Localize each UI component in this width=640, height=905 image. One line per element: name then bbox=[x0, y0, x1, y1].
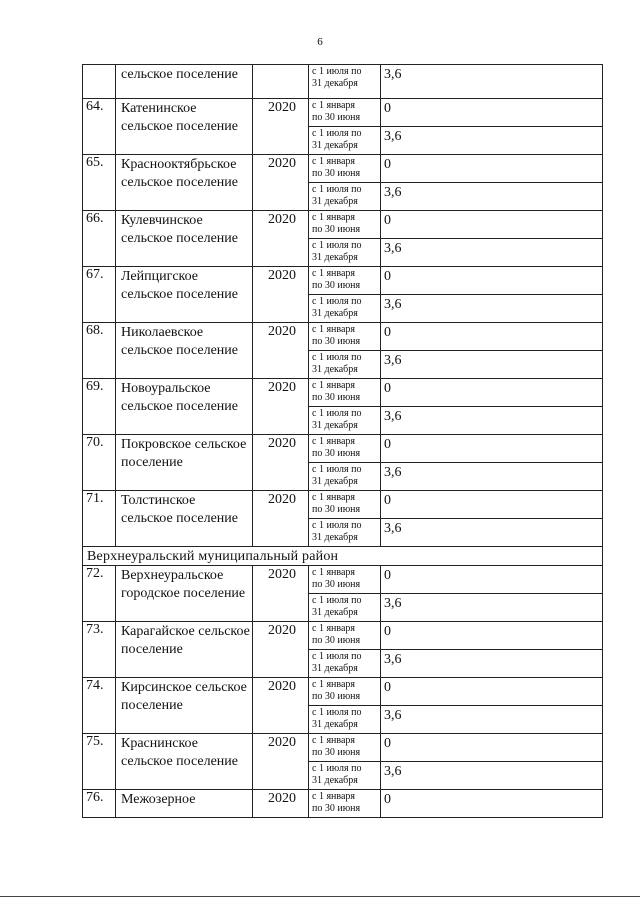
page-number: 6 bbox=[317, 36, 323, 48]
rate-value: 3,6 bbox=[381, 65, 603, 99]
period-label: с 1 января по 30 июня bbox=[309, 379, 381, 407]
period-label: с 1 января по 30 июня bbox=[309, 790, 381, 818]
rate-value: 0 bbox=[381, 211, 603, 239]
entry-name: Кирсинское сельское поселение bbox=[116, 678, 253, 734]
rate-value: 0 bbox=[381, 155, 603, 183]
rate-value: 3,6 bbox=[381, 239, 603, 267]
period-label: с 1 июля по 31 декабря bbox=[309, 351, 381, 379]
entry-year: 2020 bbox=[253, 790, 309, 818]
period-label: с 1 января по 30 июня bbox=[309, 678, 381, 706]
table-row bbox=[83, 678, 603, 706]
rate-value: 3,6 bbox=[381, 762, 603, 790]
rate-value: 0 bbox=[381, 491, 603, 519]
entry-year: 2020 bbox=[253, 622, 309, 678]
rate-value: 0 bbox=[381, 566, 603, 594]
period-label: с 1 января по 30 июня bbox=[309, 491, 381, 519]
entry-name: Толстинское сельское поселение bbox=[116, 491, 253, 547]
section-title: Верхнеуральский муниципальный район bbox=[83, 547, 603, 566]
entry-number: 67. bbox=[83, 267, 116, 323]
entry-number: 73. bbox=[83, 622, 116, 678]
entry-year: 2020 bbox=[253, 99, 309, 155]
period-label: с 1 июля по 31 декабря bbox=[309, 239, 381, 267]
rate-value: 3,6 bbox=[381, 706, 603, 734]
entry-year: 2020 bbox=[253, 678, 309, 734]
rate-value: 3,6 bbox=[381, 519, 603, 547]
rate-value: 0 bbox=[381, 267, 603, 295]
entry-year: 2020 bbox=[253, 267, 309, 323]
entry-year: 2020 bbox=[253, 211, 309, 267]
rate-value: 3,6 bbox=[381, 127, 603, 155]
period-label: с 1 июля по 31 декабря bbox=[309, 762, 381, 790]
rate-value: 3,6 bbox=[381, 594, 603, 622]
period-label: с 1 июля по 31 декабря bbox=[309, 127, 381, 155]
entry-number: 75. bbox=[83, 734, 116, 790]
entry-year: 2020 bbox=[253, 566, 309, 622]
entry-year: 2020 bbox=[253, 155, 309, 211]
entry-number: 76. bbox=[83, 790, 116, 818]
period-label: с 1 июля по 31 декабря bbox=[309, 295, 381, 323]
entry-name: Краснооктябрьское сельское поселение bbox=[116, 155, 253, 211]
entry-name: Межозерное bbox=[116, 790, 253, 818]
entry-name: Лейпцигское сельское поселение bbox=[116, 267, 253, 323]
entry-name: Кулевчинское сельское поселение bbox=[116, 211, 253, 267]
entry-number: 64. bbox=[83, 99, 116, 155]
period-label: с 1 января по 30 июня bbox=[309, 734, 381, 762]
entry-name: сельское поселение bbox=[116, 65, 253, 99]
table-row bbox=[83, 622, 603, 650]
rate-value: 3,6 bbox=[381, 295, 603, 323]
entry-year: 2020 bbox=[253, 734, 309, 790]
period-label: с 1 января по 30 июня bbox=[309, 99, 381, 127]
period-label: с 1 января по 30 июня bbox=[309, 323, 381, 351]
rate-value: 0 bbox=[381, 379, 603, 407]
period-label: с 1 июля по 31 декабря bbox=[309, 706, 381, 734]
table-row bbox=[83, 99, 603, 127]
section-header-row bbox=[83, 547, 603, 566]
entry-number: 74. bbox=[83, 678, 116, 734]
table-row bbox=[83, 566, 603, 594]
entry-number: 65. bbox=[83, 155, 116, 211]
period-label: с 1 января по 30 июня bbox=[309, 622, 381, 650]
period-label: с 1 января по 30 июня bbox=[309, 267, 381, 295]
table-row bbox=[83, 435, 603, 463]
rate-value: 0 bbox=[381, 323, 603, 351]
period-label: с 1 июля по 31 декабря bbox=[309, 407, 381, 435]
table-row bbox=[83, 267, 603, 295]
rate-value: 3,6 bbox=[381, 351, 603, 379]
table-row bbox=[83, 734, 603, 762]
rate-value: 0 bbox=[381, 678, 603, 706]
entry-number: 70. bbox=[83, 435, 116, 491]
entry-number: 68. bbox=[83, 323, 116, 379]
page-bottom-rule bbox=[0, 896, 640, 897]
period-label: с 1 января по 30 июня bbox=[309, 566, 381, 594]
entry-number: 66. bbox=[83, 211, 116, 267]
entry-name: Краснинское сельское поселение bbox=[116, 734, 253, 790]
rate-value: 3,6 bbox=[381, 183, 603, 211]
entry-number: 71. bbox=[83, 491, 116, 547]
continuation-row bbox=[83, 65, 603, 99]
period-label: с 1 января по 30 июня bbox=[309, 155, 381, 183]
rate-value: 0 bbox=[381, 734, 603, 762]
period-label: с 1 июля по 31 декабря bbox=[309, 65, 381, 99]
rate-value: 3,6 bbox=[381, 407, 603, 435]
entry-number bbox=[83, 65, 116, 99]
entry-name: Верхнеуральское городское поселение bbox=[116, 566, 253, 622]
rate-value: 3,6 bbox=[381, 463, 603, 491]
period-label: с 1 июля по 31 декабря bbox=[309, 463, 381, 491]
entry-year: 2020 bbox=[253, 379, 309, 435]
rate-value: 3,6 bbox=[381, 650, 603, 678]
entry-year: 2020 bbox=[253, 435, 309, 491]
period-label: с 1 июля по 31 декабря bbox=[309, 519, 381, 547]
table-row bbox=[83, 790, 603, 818]
rate-value: 0 bbox=[381, 99, 603, 127]
table-row bbox=[83, 211, 603, 239]
entry-name: Карагайское сельское поселение bbox=[116, 622, 253, 678]
period-label: с 1 января по 30 июня bbox=[309, 435, 381, 463]
table-row bbox=[83, 491, 603, 519]
rate-value: 0 bbox=[381, 790, 603, 818]
entry-name: Новоуральское сельское поселение bbox=[116, 379, 253, 435]
period-label: с 1 июля по 31 декабря bbox=[309, 594, 381, 622]
entry-year bbox=[253, 65, 309, 99]
entry-year: 2020 bbox=[253, 491, 309, 547]
period-label: с 1 июля по 31 декабря bbox=[309, 183, 381, 211]
entry-name: Николаевское сельское поселение bbox=[116, 323, 253, 379]
rate-value: 0 bbox=[381, 622, 603, 650]
entry-name: Покровское сельское поселение bbox=[116, 435, 253, 491]
entry-year: 2020 bbox=[253, 323, 309, 379]
period-label: с 1 января по 30 июня bbox=[309, 211, 381, 239]
rate-value: 0 bbox=[381, 435, 603, 463]
entry-name: Катенинское сельское поселение bbox=[116, 99, 253, 155]
table-row bbox=[83, 323, 603, 351]
rates-table bbox=[82, 64, 603, 818]
table-row bbox=[83, 379, 603, 407]
entry-number: 69. bbox=[83, 379, 116, 435]
table-row bbox=[83, 155, 603, 183]
period-label: с 1 июля по 31 декабря bbox=[309, 650, 381, 678]
entry-number: 72. bbox=[83, 566, 116, 622]
